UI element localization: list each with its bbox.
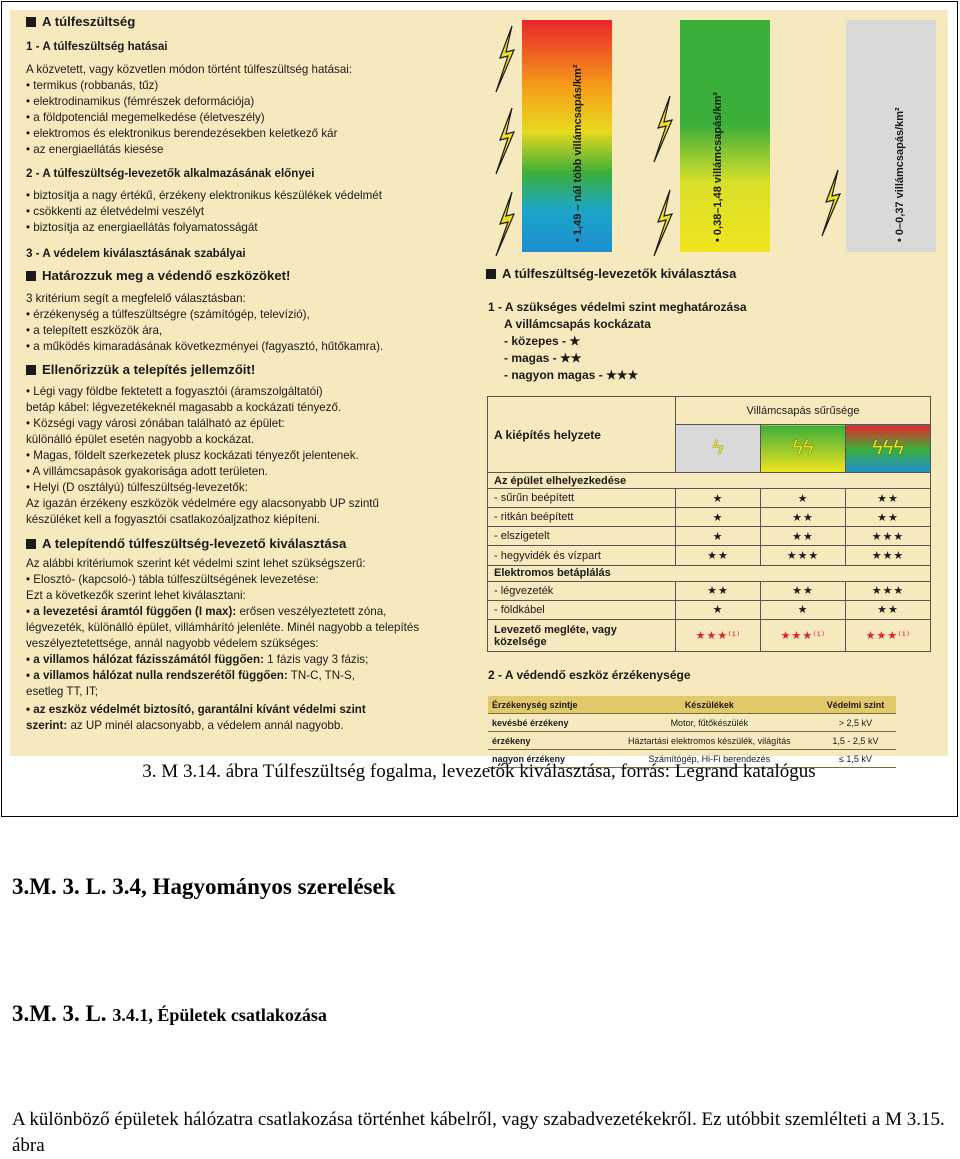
lightning-bolt-icon: ϟϟ (792, 437, 814, 459)
select-heading: A telepítendő túlfeszültség-levezető kiválasztása (26, 536, 346, 552)
lightning-bolt-icon: ϟ (712, 437, 724, 459)
install-line: Az igazán érzékeny eszközök védelmére egy alacsonyabb UP szintű (26, 497, 379, 510)
install-line: • Helyi (D osztályú) túlfeszültség-levezetők: (26, 481, 248, 494)
list-item: • csökkenti az életvédelmi veszélyt (26, 205, 205, 218)
table-row: kevésbé érzékeny Motor, fűtőkészülék > 2,5 kV (488, 714, 896, 732)
table-row: - ritkán beépített ★ ★★ ★★ (488, 508, 931, 527)
density-swatch-high (846, 425, 931, 473)
square-bullet-icon (26, 17, 36, 27)
table-col-header: Villámcsapás sűrűsége (676, 397, 931, 425)
list-item: • biztosítja a nagy értékű, érzékeny elektronikus készülékek védelmét (26, 189, 382, 202)
figure-left-column (10, 10, 472, 756)
square-bullet-icon (26, 365, 36, 375)
install-line: • Magas, földelt szerkezetek plusz kockázati tényezőt jelentenek. (26, 449, 359, 462)
section-3-title: 3 - A védelem kiválasztásának szabályai (26, 247, 246, 260)
list-item: • a telepített eszközök ára, (26, 324, 163, 337)
density-bar-medium (680, 20, 770, 252)
table-row: - légvezeték ★★ ★★ ★★★ (488, 581, 931, 600)
install-line: • Községi vagy városi zónában található az épület: (26, 417, 285, 430)
list-item: • elektromos és elektronikus berendezésekben keletkező kár (26, 127, 338, 140)
table-row: - sűrűn beépített ★ ★ ★★ (488, 489, 931, 508)
density-bar-low (846, 20, 936, 252)
phase-line: • a villamos hálózat fázisszámától függően: 1 fázis vagy 3 fázis; (26, 653, 369, 666)
imax-detail: légvezeték, különálló épület, villámhárító jelenléte. Minél nagyobb a telepítés (26, 621, 420, 634)
density-bar-label: • 0,38–1,48 villámcsapás/km² (712, 91, 724, 242)
table-row: érzékeny Háztartási elektromos készülék, világítás 1,5 - 2,5 kV (488, 732, 896, 750)
table-row-header: A kiépítés helyzete (488, 397, 676, 473)
install-line: • Légi vagy földbe fektetett a fogyasztói (áramszolgáltatói) (26, 385, 323, 398)
risk-item: - közepes - ★ (504, 334, 581, 348)
select-line: • Elosztó- (kapcsoló-) tábla túlfeszültségének levezetése: (26, 573, 319, 586)
neutral-line-2: esetleg TT, IT; (26, 685, 98, 698)
list-item: • biztosítja az energiaellátás folyamatosságát (26, 221, 258, 234)
install-line: • A villámcsapások gyakorisága adott területen. (26, 465, 268, 478)
risk-table (487, 396, 931, 652)
list-item: • érzékenység a túlfeszültségre (számítógép, televízió), (26, 308, 310, 321)
figure-right-column (484, 10, 948, 764)
table-row: - elszigetelt ★ ★★ ★★★ (488, 527, 931, 546)
lightning-bolt-icon: ϟϟϟ (872, 437, 904, 459)
risk-item: - nagyon magas - ★★★ (504, 368, 639, 382)
table-row: - földkábel ★ ★ ★★ (488, 600, 931, 619)
imax-line: • a levezetési áramtól függően (I max): erősen veszélyeztetett zóna, (26, 605, 387, 618)
body-paragraph: A különböző épületek hálózatra csatlakozása történhet kábelről, vagy szabadvezetékekről. Ez utóbbit szemlélteti a M 3.15. ábra (12, 1109, 945, 1156)
list-item: • termikus (robbanás, tűz) (26, 79, 159, 92)
figure-title: A túlfeszültség (26, 14, 135, 30)
subsection-heading: 3.M. 3. L. 3.4.1, Épületek csatlakozása (12, 1001, 327, 1026)
criteria-intro: 3 kritérium segít a megfelelő választásban: (26, 292, 246, 305)
density-bar-high (522, 20, 612, 252)
install-heading: Ellenőrizzük a telepítés jellemzőit! (26, 362, 255, 378)
square-bullet-icon (486, 269, 496, 279)
list-item: • az energiaellátás kiesése (26, 143, 164, 156)
section-heading: 3.M. 3. L. 3.4, Hagyományos szerelések (12, 874, 396, 899)
location-title: Az épület elhelyezkedése (488, 473, 931, 489)
table-row: nagyon érzékeny Számítógép, Hi-Fi berendezés ≤ 1,5 kV (488, 750, 896, 768)
figure-image (10, 10, 948, 764)
sensitivity-title: 2 - A védendő eszköz érzékenysége (488, 668, 691, 682)
imax-detail: veszélyeztetettsége, annál nagyobb védelem szükséges: (26, 637, 319, 650)
list-item: • a működés kimaradásának következményei (fagyasztó, hűtőkamra). (26, 340, 384, 353)
install-line: betáp kábel: légvezetékeknél magasabb a kockázati tényező. (26, 401, 342, 414)
neutral-line: • a villamos hálózat nulla rendszerétől függően: TN-C, TN-S, (26, 669, 355, 682)
list-item: • elektrodinamikus (fémrészek deformációja) (26, 95, 255, 108)
density-bar-label: • 1,49 – nál több villámcsapás/km² (572, 64, 584, 242)
select-line: Az alábbi kritériumok szerint két védelmi szint lehet szükségszerű: (26, 557, 366, 570)
sensitivity-table: Érzékenység szintje Készülékek Védelmi szint kevésbé érzékeny Motor, fűtőkészülék > 2,5 kV érzékeny Háztartási elektromos készülék, világítás 1,5 - 2,5 kV nagyon érzékeny Számítógép, Hi-Fi berendezés ≤ 1,5 kV (488, 696, 896, 768)
section-1-intro: A közvetett, vagy közvetlen módon történt túlfeszültség hatásai: (26, 63, 353, 76)
table-row: Levezető megléte, vagy közelsége ★★★⁽¹⁾ ★★★⁽¹⁾ ★★★⁽¹⁾ (488, 620, 931, 652)
density-bar-label: • 0–0,37 villámcsapás/km² (894, 107, 906, 242)
guarantee-line: • az eszköz védelmét biztosító, garantálni kívánt védelmi szint (26, 703, 366, 716)
risk-item: - magas - ★★ (504, 351, 582, 365)
list-item: • a földpotenciál megemelkedése (életveszély) (26, 111, 265, 124)
figure-caption: 3. M 3.14. ábra Túlfeszültség fogalma, levezetők kiválasztása, forrás: Legrand katalógus (142, 761, 816, 782)
selection-title: A túlfeszültség-levezetők kiválasztása (486, 266, 736, 281)
install-line: készüléket kell a fogyasztói csatlakozóaljzathoz kiépíteni. (26, 513, 320, 526)
lightning-bolt-icon (492, 26, 520, 256)
density-swatch-low (676, 425, 761, 473)
density-swatch-medium (761, 425, 846, 473)
install-line: különálló épület esetén nagyobb a kockázat. (26, 433, 255, 446)
section-1-title: 1 - A túlfeszültség hatásai (26, 40, 168, 53)
select-line: Ezt a következők szerint lehet kiválasztani: (26, 589, 246, 602)
device-heading: Határozzuk meg a védendő eszközöket! (26, 268, 290, 284)
table-row: - hegyvidék és vízpart ★★ ★★★ ★★★ (488, 546, 931, 565)
guarantee-line-2: szerint: az UP minél alacsonyabb, a védelem annál nagyobb. (26, 719, 344, 732)
lightning-bolt-icon (818, 170, 846, 240)
section-2-title: 2 - A túlfeszültség-levezetők alkalmazásának előnyei (26, 167, 315, 180)
risk-title: A villámcsapás kockázata (504, 317, 651, 331)
square-bullet-icon (26, 271, 36, 281)
supply-title: Elektromos betáplálás (488, 565, 931, 581)
level-title: 1 - A szükséges védelmi szint meghatározása (488, 300, 747, 314)
lightning-bolt-icon (650, 96, 678, 256)
square-bullet-icon (26, 539, 36, 549)
